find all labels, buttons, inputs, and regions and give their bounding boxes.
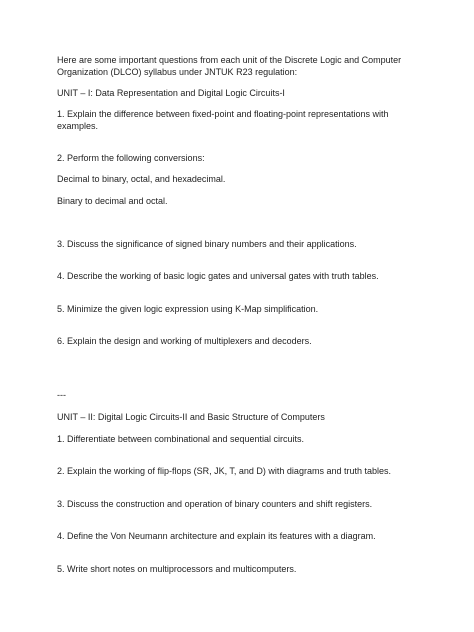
- unit2-question-3: 3. Discuss the construction and operation of binary counters and shift registers.: [57, 499, 373, 509]
- unit2-question-5: 5. Write short notes on multiprocessors and multicomputers.: [57, 564, 297, 574]
- unit2-question-4: 4. Define the Von Neumann architecture and explain its features with a diagram.: [57, 531, 376, 541]
- section-separator: ---: [57, 390, 66, 400]
- unit1-question-4: 4. Describe the working of basic logic gates and universal gates with truth tables.: [57, 271, 379, 281]
- intro-line-2: Organization (DLCO) syllabus under JNTUK R23 regulation:: [57, 67, 298, 77]
- unit1-question-1-line-1: 1. Explain the difference between fixed-point and floating-point representations with: [57, 109, 389, 119]
- unit1-question-2: 2. Perform the following conversions:: [57, 153, 205, 163]
- intro-line-1: Here are some important questions from each unit of the Discrete Logic and Computer: [57, 55, 402, 65]
- unit2-question-1: 1. Differentiate between combinational and sequential circuits.: [57, 434, 304, 444]
- unit1-question-5: 5. Minimize the given logic expression using K-Map simplification.: [57, 304, 319, 314]
- unit2-question-2: 2. Explain the working of flip-flops (SR, JK, T, and D) with diagrams and truth tables.: [57, 466, 391, 476]
- unit1-question-1-line-2: examples.: [57, 121, 99, 131]
- unit2-heading: UNIT – II: Digital Logic Circuits-II and Basic Structure of Computers: [57, 412, 325, 422]
- unit1-heading: UNIT – I: Data Representation and Digital Logic Circuits-I: [57, 88, 285, 98]
- unit1-question-6: 6. Explain the design and working of multiplexers and decoders.: [57, 336, 312, 346]
- unit1-question-3: 3. Discuss the significance of signed binary numbers and their applications.: [57, 239, 357, 249]
- unit1-question-2-item-a: Decimal to binary, octal, and hexadecimal.: [57, 174, 226, 184]
- unit1-question-2-item-b: Binary to decimal and octal.: [57, 196, 168, 206]
